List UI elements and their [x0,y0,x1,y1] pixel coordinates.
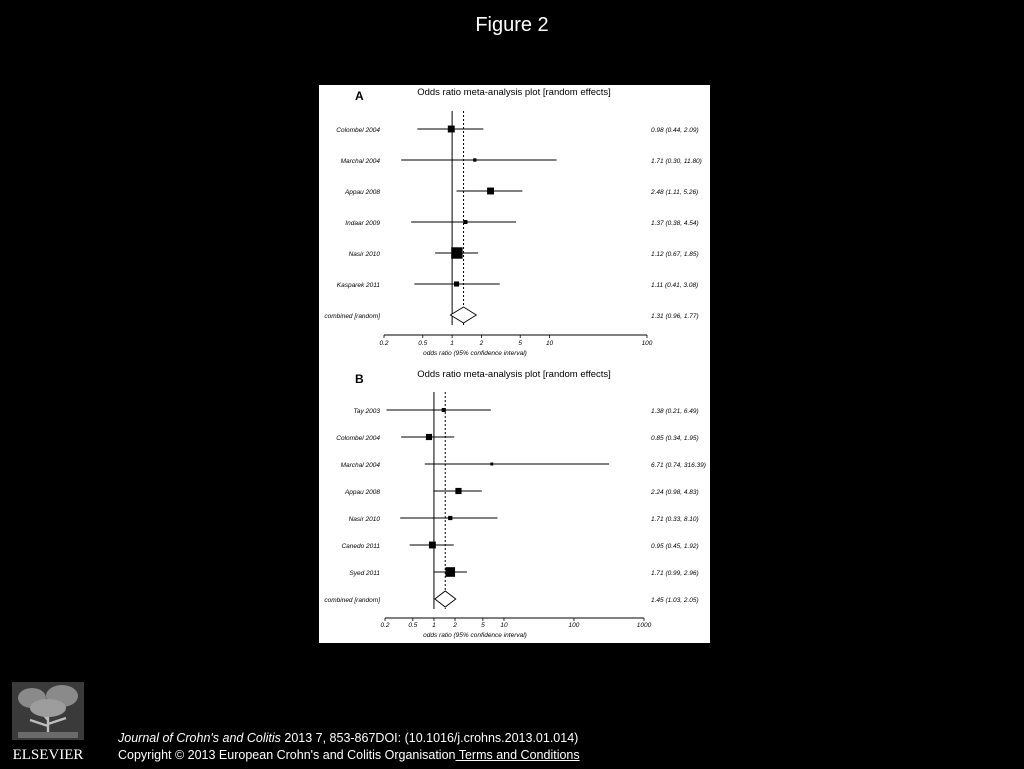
panel-b-study-label: Syed 2011 [349,570,380,577]
panel-b-x-tick-label: 1 [432,622,436,629]
panel-a-x-tick-label: 1 [450,340,454,347]
terms-link[interactable]: Terms and Conditions [455,748,580,762]
citation-line [118,730,580,747]
copyright-text: Copyright © 2013 European Crohn's and Colitis Organisation [118,748,456,762]
panel-b-x-tick-label: 2 [453,622,457,629]
panel-a-effect-square [463,220,467,224]
panel-b-effect-square [442,408,446,412]
panel-b-ci-value: 2.24 (0.98, 4.83) [651,489,699,496]
panel-b-effect-square [448,516,452,520]
panel-b-ci-value: 0.85 (0.34, 1.95) [651,435,699,442]
panel-b-x-tick-label: 100 [568,622,580,629]
panel-a-ci-value: 1.11 (0.41, 3.08) [651,282,699,289]
panel-a-study-label: Appau 2008 [344,189,380,196]
panel-b-ci-value: 6.71 (0.74, 316.39) [651,462,706,469]
panel-b-title: Odds ratio meta-analysis plot [random effects] [417,369,611,380]
panel-b-study-label: Canedo 2011 [341,543,380,550]
panel-a-combined-label: combined [random] [324,313,380,320]
elsevier-tree-icon [8,680,88,764]
panel-b-effect-square [445,567,455,577]
panel-b-study-label: Appau 2008 [344,489,380,496]
panel-a-study-label: Indaar 2009 [345,220,380,227]
panel-a-effect-square [451,247,462,258]
journal-name: Journal of Crohn's and Colitis [118,731,281,745]
panel-a-effect-square [454,281,459,286]
copyright-line [118,747,580,764]
panel-b-ci-value: 1.38 (0.21, 6.49) [651,408,699,415]
panel-a-ci-value: 0.98 (0.44, 2.09) [651,127,699,134]
panel-a-x-tick-label: 5 [518,340,523,347]
panel-b-x-tick-label: 0.5 [408,622,418,629]
panel-b-x-tick-label: 10 [500,622,508,629]
panel-b-label: B [355,372,364,386]
panel-b-study-label: Colombel 2004 [336,435,380,442]
panel-b-effect-square [426,434,432,440]
panel-b-effect-square [490,463,493,466]
panel-a-effect-square [473,158,476,161]
panel-a-x-axis-label: odds ratio (95% confidence interval) [423,350,527,357]
panel-b-study-label: Nasir 2010 [348,516,380,523]
panel-b-x-axis-label: odds ratio (95% confidence interval) [423,632,527,639]
panel-b-x-tick-label: 5 [481,622,485,629]
panel-a-study-label: Marchal 2004 [340,158,380,165]
panel-b-combined-diamond [435,591,456,607]
panel-b-ci-value: 0.95 (0.45, 1.92) [651,543,699,550]
panel-a-study-label: Kasparek 2011 [336,282,380,289]
panel-a-effect-square [487,188,494,195]
panel-b-ci-value: 1.71 (0.99, 2.96) [651,570,699,577]
panel-a-title: Odds ratio meta-analysis plot [random effects] [417,87,611,98]
panel-b-effect-square [455,488,461,494]
forest-plot-figure [319,85,710,643]
panel-a-combined-value: 1.31 (0.96, 1.77) [651,313,699,320]
panel-a-study-label: Colombel 2004 [336,127,380,134]
panel-b-combined-label: combined [random] [324,597,380,604]
figure-title: Figure 2 [475,14,549,36]
panel-a-ci-value: 1.71 (0.30, 11.80) [651,158,702,165]
panel-a-x-tick-label: 0.2 [379,340,389,347]
panel-b-study-label: Marchal 2004 [340,462,380,469]
panel-a-ci-value: 1.12 (0.67, 1.85) [651,251,699,258]
citation-details: 2013 7, 853-867DOI: (10.1016/j.crohns.2013.01.014) [280,731,579,745]
panel-b-effect-square [429,542,436,549]
panel-a-effect-square [448,126,455,133]
panel-a-label: A [355,89,364,103]
panel-a-x-tick-label: 0.5 [418,340,428,347]
panel-a-x-tick-label: 2 [479,340,484,347]
publisher-name: ELSEVIER [12,747,84,763]
panel-a-x-tick-label: 100 [641,340,653,347]
forest-plots-svg [319,85,710,643]
panel-a-study-label: Nasir 2010 [348,251,380,258]
panel-a-ci-value: 1.37 (0.38, 4.54) [651,220,699,227]
panel-a-ci-value: 2.48 (1.11, 5.26) [651,189,699,196]
panel-a-combined-diamond [450,307,476,323]
panel-a-x-tick-label: 10 [545,340,554,347]
citation-block [118,730,580,764]
panel-b-ci-value: 1.71 (0.33, 8.10) [651,516,699,523]
panel-b-x-tick-label: 0.2 [380,622,390,629]
panel-b-combined-value: 1.45 (1.03, 2.05) [651,597,699,604]
panel-b-x-tick-label: 1000 [636,622,652,629]
panel-b-study-label: Tay 2003 [353,408,380,415]
elsevier-logo [8,680,88,764]
